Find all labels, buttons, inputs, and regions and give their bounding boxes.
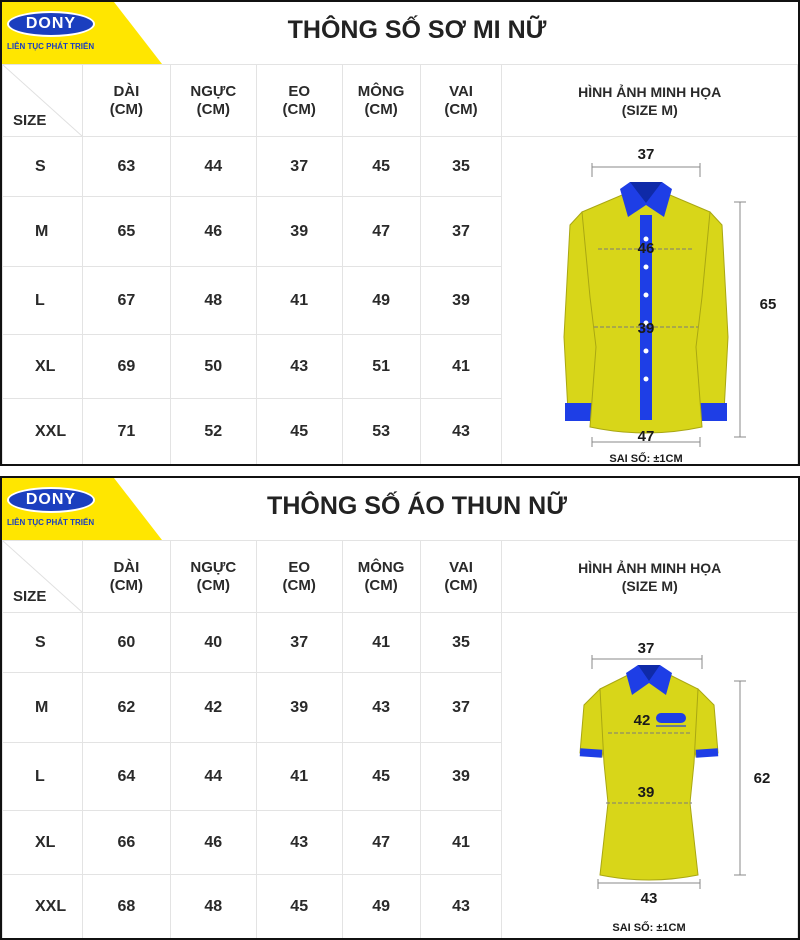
brand-logo [2,2,162,64]
chest-header: NGỰC (CM) [170,541,256,613]
measurement-cell: 46 [170,811,256,875]
measurement-cell: 39 [256,197,342,267]
size-cell: XXL [3,875,83,939]
measurement-cell: 52 [170,399,256,465]
measurement-cell: 60 [82,613,170,673]
measurement-cell: 45 [256,399,342,465]
size-chart-shirt [0,0,800,466]
hip-header: MÔNG (CM) [342,65,420,137]
measurement-cell: 48 [170,267,256,335]
size-cell: XXL [3,399,83,465]
waist-value: 39 [638,320,655,337]
logo-tagline: LIÊN TỤC PHÁT TRIỂN [7,42,95,51]
chest-value: 42 [634,712,651,729]
table-row [3,613,798,673]
chest-header: NGỰC (CM) [170,65,256,137]
chart-title: THÔNG SỐ ÁO THUN NỮ [267,492,567,520]
waist-header: EO (CM) [256,65,342,137]
size-cell: L [3,743,83,811]
size-chart-tshirt [0,476,800,940]
tolerance-note: SAI SỐ: ±1CM [612,922,687,934]
measurement-cell: 53 [342,399,420,465]
polo-shirt-icon [502,613,798,939]
measurement-cell: 64 [82,743,170,811]
table-row [3,137,798,197]
size-header-label: SIZE [13,588,47,605]
measurement-cell: 66 [82,811,170,875]
illustration-header: HÌNH ẢNH MINH HỌA (SIZE M) [502,65,798,137]
length-header: DÀI (CM) [82,65,170,137]
brand-logo [2,478,162,540]
logo-badge [7,11,95,37]
measurement-cell: 40 [170,613,256,673]
measurement-cell: 42 [170,673,256,743]
length-value: 65 [760,296,777,313]
hip-value: 47 [638,428,655,445]
hip-value: 43 [641,890,658,907]
size-header-label: SIZE [13,112,47,129]
length-header: DÀI (CM) [82,541,170,613]
measurement-cell: 41 [256,743,342,811]
measurement-cell: 47 [342,811,420,875]
measurement-cell: 45 [342,743,420,811]
measurement-cell: 37 [420,197,502,267]
tshirt-illustration [502,613,798,939]
waist-header: EO (CM) [256,541,342,613]
measurement-cell: 45 [256,875,342,939]
measurement-cell: 37 [420,673,502,743]
measurement-cell: 43 [342,673,420,743]
measurement-cell: 62 [82,673,170,743]
measurement-cell: 41 [420,811,502,875]
size-cell: M [3,197,83,267]
measurement-cell: 39 [420,743,502,811]
measurement-cell: 47 [342,197,420,267]
size-header [3,541,83,613]
measurement-cell: 43 [256,335,342,399]
measurement-cell: 39 [420,267,502,335]
long-sleeve-shirt-icon [502,137,798,466]
shoulder-header: VAI (CM) [420,65,502,137]
size-cell: S [3,613,83,673]
size-cell: M [3,673,83,743]
size-cell: XL [3,335,83,399]
logo-name: DONY [25,15,77,32]
measurement-cell: 49 [342,875,420,939]
measurement-cell: 48 [170,875,256,939]
measurement-cell: 44 [170,137,256,197]
shoulder-header: VAI (CM) [420,541,502,613]
measurement-cell: 43 [256,811,342,875]
logo-badge [7,487,95,513]
chart-title: THÔNG SỐ SƠ MI NỮ [287,16,547,44]
measurement-cell: 63 [82,137,170,197]
measurement-cell: 41 [420,335,502,399]
shoulder-value: 37 [638,640,655,657]
measurement-cell: 39 [256,673,342,743]
size-table [2,64,798,465]
illustration-header: HÌNH ẢNH MINH HỌA (SIZE M) [502,541,798,613]
measurement-cell: 65 [82,197,170,267]
chest-value: 46 [638,240,655,257]
measurement-cell: 50 [170,335,256,399]
measurement-cell: 35 [420,613,502,673]
measurement-cell: 45 [342,137,420,197]
size-cell: L [3,267,83,335]
waist-value: 39 [638,784,655,801]
measurement-cell: 37 [256,613,342,673]
measurement-cell: 43 [420,399,502,465]
logo-name: DONY [25,491,77,508]
measurement-cell: 67 [82,267,170,335]
measurement-cell: 41 [342,613,420,673]
measurement-cell: 35 [420,137,502,197]
measurement-cell: 68 [82,875,170,939]
measurement-cell: 46 [170,197,256,267]
measurement-cell: 37 [256,137,342,197]
measurement-cell: 51 [342,335,420,399]
size-cell: XL [3,811,83,875]
hip-header: MÔNG (CM) [342,541,420,613]
shoulder-value: 37 [638,146,655,163]
size-header [3,65,83,137]
measurement-cell: 41 [256,267,342,335]
size-cell: S [3,137,83,197]
measurement-cell: 49 [342,267,420,335]
size-table [2,540,798,939]
measurement-cell: 44 [170,743,256,811]
shirt-illustration [502,137,798,465]
length-value: 62 [754,770,771,787]
tolerance-note: SAI SỐ: ±1CM [609,453,684,465]
measurement-cell: 43 [420,875,502,939]
measurement-cell: 71 [82,399,170,465]
measurement-cell: 69 [82,335,170,399]
logo-tagline: LIÊN TỤC PHÁT TRIỂN [7,518,95,527]
